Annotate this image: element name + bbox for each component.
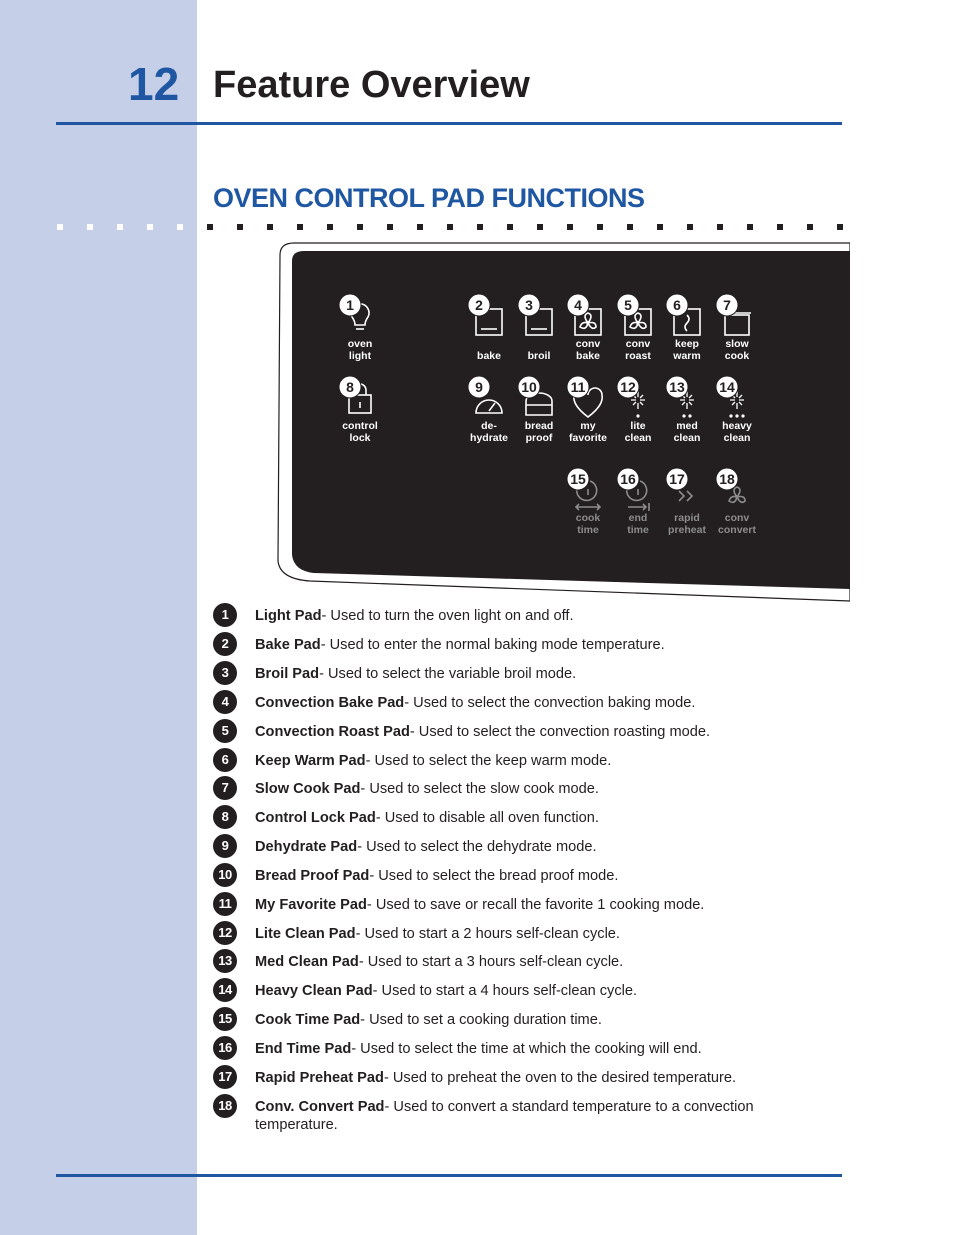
pad-label-line2: time — [577, 524, 599, 536]
pad-name: Rapid Preheat Pad — [255, 1070, 384, 1086]
pad-label-line1: med — [676, 420, 698, 432]
description-text — [255, 838, 815, 856]
pad-description: - Used to set a cooking duration time. — [360, 1012, 602, 1028]
pad-description: - Used to start a 2 hours self-clean cycle. — [355, 926, 620, 942]
pad-description: - Used to save or recall the favorite 1 cooking mode. — [366, 897, 705, 913]
description-text — [255, 1069, 815, 1087]
pad-number: 1 — [346, 297, 354, 313]
description-text — [255, 1098, 815, 1134]
pad-label-line2: hydrate — [470, 432, 508, 444]
pad-number: 17 — [669, 471, 685, 487]
pad-description: - Used to convert a standard temperature to a convection temperature. — [255, 1099, 754, 1133]
pad-name: Cook Time Pad — [255, 1012, 361, 1028]
description-text — [255, 723, 815, 741]
pad-number: 12 — [620, 379, 636, 395]
section-title: OVEN CONTROL PAD FUNCTIONS — [213, 183, 645, 213]
divider-dot — [357, 224, 363, 230]
sidebar-band — [0, 0, 197, 1235]
pad-label-line2: time — [627, 524, 649, 536]
number-badge: 8 — [213, 805, 237, 829]
number-badge: 11 — [213, 892, 237, 916]
pad-number: 11 — [570, 379, 586, 395]
pad-label-line1: lite — [630, 420, 646, 432]
pad-name: Conv. Convert Pad — [255, 1099, 385, 1115]
divider-dot — [837, 224, 843, 230]
pad-label-line2: proof — [525, 432, 553, 444]
pad-number: 10 — [521, 379, 537, 395]
number-badge: 9 — [213, 834, 237, 858]
pad-label-line2: clean — [624, 432, 652, 444]
page-number: 12 — [128, 58, 180, 110]
pad-name: Light Pad — [255, 608, 322, 624]
pad-description: - Used to select the keep warm mode. — [365, 753, 612, 769]
pad-description: - Used to start a 3 hours self-clean cycle. — [358, 954, 624, 970]
pad-name: Dehydrate Pad — [255, 839, 358, 855]
description-text — [255, 953, 815, 971]
pad-name: Convection Bake Pad — [255, 695, 405, 711]
description-text — [255, 867, 815, 885]
pad-description: - Used to select the time at which the cooking will end. — [351, 1041, 702, 1057]
number-badge: 7 — [213, 776, 237, 800]
pad-description: - Used to preheat the oven to the desired temperature. — [383, 1070, 737, 1086]
divider-dot — [807, 224, 813, 230]
pad-description: - Used to start a 4 hours self-clean cycle. — [372, 983, 638, 999]
pad-label-line1: heavy — [722, 420, 752, 432]
pad-name: My Favorite Pad — [255, 897, 367, 913]
pad-number: 5 — [624, 297, 632, 313]
pad-number: 6 — [673, 297, 681, 313]
pad-label-line1: bread — [524, 420, 554, 432]
number-badge: 5 — [213, 719, 237, 743]
pad-number: 8 — [346, 379, 354, 395]
divider-dot — [477, 224, 483, 230]
description-text — [255, 636, 815, 654]
pad-label-line2: cook — [724, 350, 750, 362]
pad-description: - Used to enter the normal baking mode temperature. — [320, 637, 665, 653]
divider-dot — [57, 224, 63, 230]
pad-number: 2 — [475, 297, 483, 313]
description-text — [255, 752, 815, 770]
pad-label-line1: conv — [724, 512, 750, 524]
number-badge: 1 — [213, 603, 237, 627]
divider-dot — [237, 224, 243, 230]
divider-dot — [207, 224, 213, 230]
oven-control-panel — [270, 241, 850, 606]
description-text — [255, 809, 815, 827]
pad-label-line1: cook — [575, 512, 601, 524]
pad-label-line2: lock — [349, 432, 371, 444]
number-badge: 18 — [213, 1094, 237, 1118]
description-text — [255, 607, 815, 625]
pad-number: 18 — [719, 471, 735, 487]
description-text — [255, 982, 815, 1000]
pad-name: Control Lock Pad — [255, 810, 376, 826]
pad-label-line2: roast — [625, 350, 651, 362]
number-badge: 13 — [213, 949, 237, 973]
pad-label-line1: slow — [725, 338, 749, 350]
pad-number: 14 — [719, 379, 735, 395]
number-badge: 10 — [213, 863, 237, 887]
number-badge: 14 — [213, 978, 237, 1002]
divider-dot — [297, 224, 303, 230]
number-badge: 2 — [213, 632, 237, 656]
number-badge: 12 — [213, 921, 237, 945]
pad-label-line1: control — [342, 420, 378, 432]
divider-dot — [597, 224, 603, 230]
pad-number: 9 — [475, 379, 483, 395]
description-text — [255, 925, 815, 943]
pad-label-line2: warm — [673, 350, 701, 362]
pad-name: Slow Cook Pad — [255, 781, 361, 797]
divider-dot — [117, 224, 123, 230]
pad-name: Lite Clean Pad — [255, 926, 356, 942]
pad-description: - Used to select the slow cook mode. — [360, 781, 599, 797]
divider-dot — [177, 224, 183, 230]
number-badge: 6 — [213, 748, 237, 772]
divider-dot — [777, 224, 783, 230]
pad-number: 15 — [570, 471, 586, 487]
divider-dot — [747, 224, 753, 230]
pad-number: 4 — [574, 297, 582, 313]
number-badge: 17 — [213, 1065, 237, 1089]
description-text — [255, 1040, 815, 1058]
divider-dot — [417, 224, 423, 230]
pad-name: Bake Pad — [255, 637, 321, 653]
pad-name: End Time Pad — [255, 1041, 352, 1057]
divider-dot — [327, 224, 333, 230]
pad-number: 13 — [669, 379, 685, 395]
number-badge: 4 — [213, 690, 237, 714]
divider-dot — [267, 224, 273, 230]
pad-description: - Used to select the dehydrate mode. — [357, 839, 597, 855]
number-badge: 3 — [213, 661, 237, 685]
pad-label-line2: preheat — [668, 524, 706, 536]
divider-dot — [447, 224, 453, 230]
pad-label-line1: end — [628, 512, 648, 524]
divider-dot — [627, 224, 633, 230]
pad-name: Med Clean Pad — [255, 954, 359, 970]
divider-dot — [87, 224, 93, 230]
divider-dot — [657, 224, 663, 230]
pad-label-line2: clean — [723, 432, 751, 444]
pad-label-line2: clean — [673, 432, 701, 444]
description-text — [255, 1011, 815, 1029]
description-text — [255, 694, 815, 712]
pad-label-line2: broil — [527, 350, 551, 362]
divider-dot — [507, 224, 513, 230]
pad-label-line1: my — [580, 420, 596, 432]
divider-dot — [537, 224, 543, 230]
pad-description: - Used to select the convection roasting mode. — [409, 724, 711, 740]
pad-description: - Used to select the bread proof mode. — [369, 868, 619, 884]
footer-rule — [56, 1174, 842, 1177]
control-panel-drawing — [270, 241, 850, 606]
pad-name: Keep Warm Pad — [255, 753, 366, 769]
pad-label-line1: oven — [347, 338, 373, 350]
pad-name: Broil Pad — [255, 666, 320, 682]
divider-dot — [687, 224, 693, 230]
page-title: Feature Overview — [213, 64, 530, 106]
pad-label-line2: bake — [576, 350, 600, 362]
pad-name: Bread Proof Pad — [255, 868, 370, 884]
pad-number: 16 — [620, 471, 636, 487]
pad-description: - Used to select the convection baking mode. — [404, 695, 696, 711]
description-text — [255, 896, 815, 914]
pad-description: - Used to select the variable broil mode. — [319, 666, 577, 682]
pad-label-line1: keep — [675, 338, 699, 350]
description-text — [255, 780, 815, 798]
pad-label-line2: convert — [718, 524, 756, 536]
pad-name: Heavy Clean Pad — [255, 983, 373, 999]
divider-dot — [567, 224, 573, 230]
header-rule — [56, 122, 842, 125]
pad-label-line1: rapid — [674, 512, 700, 524]
divider-dot — [717, 224, 723, 230]
pad-number: 7 — [723, 297, 731, 313]
divider-dot — [147, 224, 153, 230]
pad-label-line1: conv — [575, 338, 601, 350]
pad-description: - Used to turn the oven light on and off. — [321, 608, 574, 624]
pad-label-line2: bake — [477, 350, 501, 362]
pad-label-line2: light — [348, 350, 372, 362]
pad-number: 3 — [525, 297, 533, 313]
description-text — [255, 665, 815, 683]
pad-name: Convection Roast Pad — [255, 724, 410, 740]
pad-label-line1: conv — [625, 338, 651, 350]
pad-label-line1: de- — [481, 420, 497, 432]
divider-dot — [387, 224, 393, 230]
pad-label-line2: favorite — [569, 432, 607, 444]
number-badge: 16 — [213, 1036, 237, 1060]
pad-description: - Used to disable all oven function. — [375, 810, 599, 826]
number-badge: 15 — [213, 1007, 237, 1031]
